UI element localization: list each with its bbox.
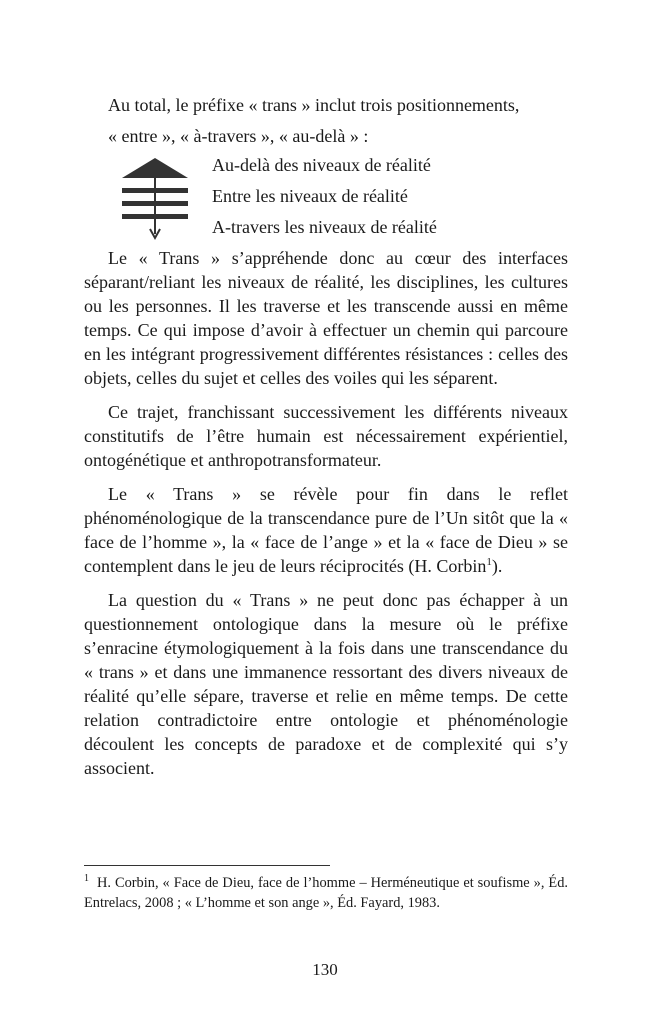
trans-diagram: [84, 150, 568, 242]
diagram-row-beyond: Au-delà des niveaux de réalité: [212, 155, 431, 175]
paragraph-ontologie: La question du « Trans » ne peut donc pas échapper à un questionnement ontologique dans la mesure où le préfixe s’enracine étymologiquement à la fois dans une transcendance du « trans » et dans une immanence ressortant des divers niveaux de réalité qu’elle sépare, traverse et relie en même temps. De cette relation contradictoire entre ontologie et phénoménologie découlent les concepts de paradoxe et de complexité qui s’y associent.: [84, 590, 568, 778]
footnote-text: H. Corbin, « Face de Dieu, face de l’homme – Herméneutique et soufisme », Éd. Entrelacs, 2008 ; « L’homme et son ange », Éd. Fayard, 1983.: [84, 875, 568, 911]
paragraph-interfaces: Le « Trans » s’appréhende donc au cœur des interfaces séparant/reliant les niveaux de réalité, les disciplines, les cultures ou les personnes. Il les traverse et les transcende aussi en même temps. Ce qui impose d’avoir à effectuer un chemin qui parcoure en les intégrant progressivement différentes résistances : celles des objets, celles du sujet et celles des voiles qui les séparent.: [84, 248, 568, 388]
diagram-row-between: Entre les niveaux de réalité: [212, 186, 408, 206]
trans-arrow-icon: [122, 158, 188, 242]
page-number: 130: [312, 960, 338, 979]
diagram-row-across: A-travers les niveaux de réalité: [212, 217, 437, 237]
intro-line-1: Au total, le préfixe « trans » inclut trois positionnements,: [108, 95, 520, 115]
paragraph-corbin: [84, 482, 568, 578]
paragraph-corbin-tail: ).: [491, 556, 503, 576]
intro-line-2: « entre », « à-travers », « au-delà » :: [108, 126, 369, 146]
page-body: [84, 90, 568, 790]
paragraph-trajet: Ce trajet, franchissant successivement les différents niveaux constitutifs de l’être humain est nécessairement expérientiel, ontogénétique et anthropotransformateur.: [84, 402, 568, 470]
intro-text: [108, 90, 568, 152]
diagram-labels: [212, 150, 437, 243]
footnote-mark: 1: [84, 873, 89, 885]
footnote: [84, 874, 568, 913]
paragraph-corbin-text: Le « Trans » se révèle pour fin dans le reflet phénoménologique de la transcendance pure de l’Un sitôt que la « face de l’homme », la « face de l’ange » et la « face de Dieu » se contemplent dans le jeu de leurs réciprocités (H. Corbin: [84, 484, 568, 576]
footnote-reference[interactable]: 1: [486, 556, 492, 568]
footnote-divider: [84, 865, 330, 866]
